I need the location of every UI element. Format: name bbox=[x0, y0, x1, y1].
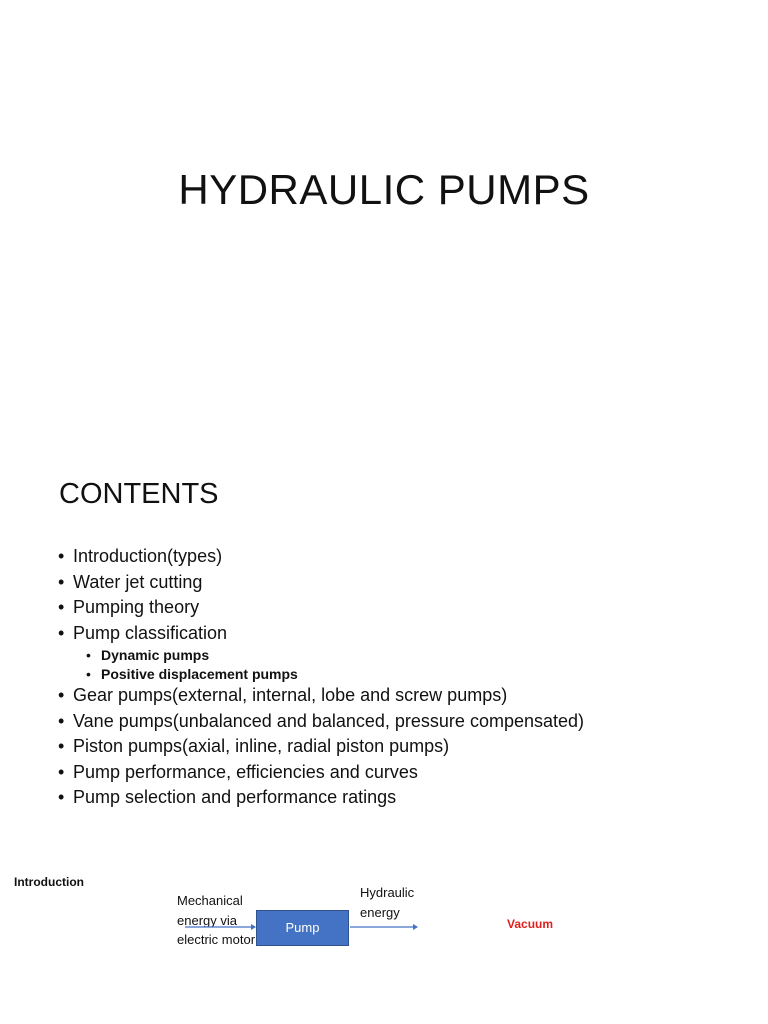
contents-item: • Water jet cutting bbox=[58, 570, 584, 596]
vacuum-label: Vacuum bbox=[507, 917, 554, 931]
slide-title: HYDRAULIC PUMPS bbox=[178, 166, 590, 213]
mechanical-energy-label: Mechanical energy via electric motor bbox=[177, 893, 256, 947]
contents-slide bbox=[0, 440, 768, 840]
contents-item: • Pump classification bbox=[58, 621, 584, 647]
contents-list bbox=[58, 544, 584, 811]
contents-item: • Piston pumps(axial, inline, radial piston pumps) bbox=[58, 734, 584, 760]
input-arrow-icon bbox=[185, 921, 257, 933]
title-slide bbox=[0, 0, 768, 440]
contents-subitem: • Positive displacement pumps bbox=[86, 665, 584, 684]
contents-item: • Gear pumps(external, internal, lobe and screw pumps) bbox=[58, 683, 584, 709]
hydraulic-energy-label: Hydraulic energy bbox=[360, 885, 415, 920]
contents-item: • Pump selection and performance ratings bbox=[58, 785, 584, 811]
contents-item: • Pump performance, efficiencies and curves bbox=[58, 760, 584, 786]
pump-box: Pump bbox=[256, 910, 349, 946]
contents-item: • Pumping theory bbox=[58, 595, 584, 621]
contents-heading: CONTENTS bbox=[59, 478, 219, 510]
output-arrow-icon bbox=[350, 921, 420, 933]
introduction-slide bbox=[0, 840, 768, 1024]
contents-item: • Introduction(types) bbox=[58, 544, 584, 570]
contents-item: • Vane pumps(unbalanced and balanced, pressure compensated) bbox=[58, 709, 584, 735]
introduction-label: Introduction bbox=[14, 875, 84, 889]
contents-subitem: • Dynamic pumps bbox=[86, 646, 584, 665]
